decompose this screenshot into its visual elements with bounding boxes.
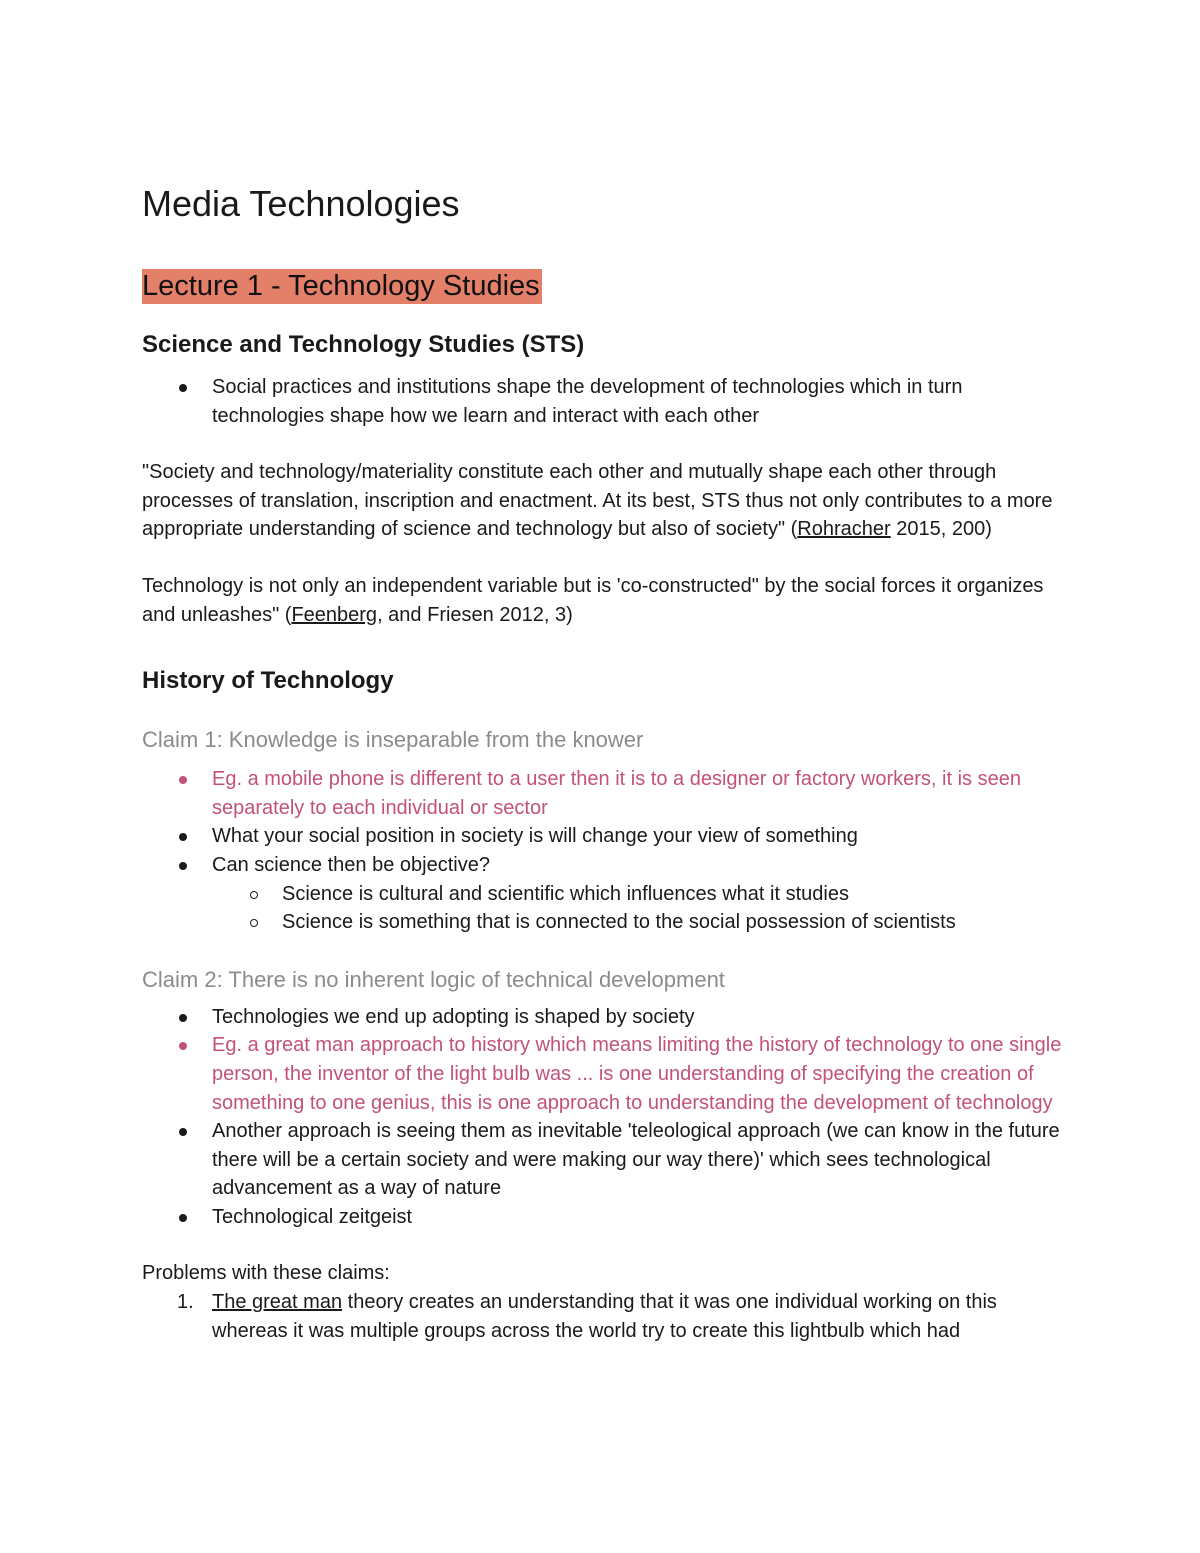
list-item: Another approach is seeing them as inevitable 'teleological approach (we can know in the future there will be a certain society and were making our way there)' which sees technological advancement as a way of nature — [142, 1117, 1062, 1203]
list-item: Can science then be objective? — [142, 851, 1062, 880]
list-item: What your social position in society is will change your view of something — [142, 822, 1062, 851]
claim-2-label: Claim 2: There is no inherent logic of technical development — [142, 966, 725, 992]
sts-bullet-list — [142, 373, 1062, 430]
problems-label: Problems with these claims: — [142, 1262, 390, 1285]
numbered-list-item — [142, 1288, 1062, 1345]
document-content — [142, 180, 1062, 1345]
author-link-rohracher[interactable]: Rohracher — [797, 518, 891, 541]
history-heading: History of Technology — [142, 667, 394, 695]
lecture-heading — [142, 267, 1062, 307]
sub-list-item: Science is cultural and scientific which influences what it studies — [142, 880, 1062, 909]
lecture-heading-text: Lecture 1 - Technology Studies — [142, 270, 540, 302]
claim-2-bullet-list — [142, 1003, 1062, 1232]
quote-text: "Society and technology/materiality constitute each other and mutually shape each other through processes of translation, inscription and enactment. At its best, STS thus not only contributes to a more appropriate understanding of science and technology but also of society" ( — [142, 461, 1053, 541]
claim-1-bullet-list — [142, 765, 1062, 879]
list-item: Eg. a mobile phone is different to a user then it is to a designer or factory workers, it is seen separately to each individual or sector — [142, 765, 1062, 822]
underlined-phrase: The great man — [212, 1291, 343, 1314]
sub-list-item: Science is something that is connected to the social possession of scientists — [142, 908, 1062, 937]
document-title: Media Technologies — [142, 183, 460, 224]
sts-heading: Science and Technology Studies (STS) — [142, 331, 585, 358]
problems-numbered-list — [142, 1288, 1062, 1345]
list-number: 1. — [177, 1291, 194, 1314]
list-item-text: theory creates an understanding that it was one individual working on this whereas it was multiple groups across the world try to create this lightbulb which had — [212, 1291, 997, 1342]
claim-1-sub-bullet-list — [142, 880, 1062, 937]
claim-1-label: Claim 1: Knowledge is inseparable from the knower — [142, 727, 644, 753]
quote-text: Technology is not only an independent variable but is 'co-constructed" by the social forces it organizes and unleashes" ( — [142, 574, 1044, 626]
author-link-feenberg[interactable]: Feenberg — [291, 603, 378, 626]
sts-quote-paragraph — [142, 458, 1062, 544]
list-item: Eg. a great man approach to history which means limiting the history of technology to one single person, the inventor of the light bulb was ... is one understanding of specifying the creation of something to one genius, this is one approach to understanding the development of technology — [142, 1031, 1062, 1117]
quote-citation: , and Friesen 2012, 3) — [377, 603, 573, 626]
list-item: Technological zeitgeist — [142, 1203, 1062, 1232]
list-item: Technologies we end up adopting is shaped by society — [142, 1003, 1062, 1032]
quote-citation: 2015, 200) — [890, 518, 992, 541]
co-constructed-paragraph — [142, 572, 1062, 629]
list-item: Social practices and institutions shape the development of technologies which in turn technologies shape how we learn and interact with each other — [142, 373, 1062, 430]
